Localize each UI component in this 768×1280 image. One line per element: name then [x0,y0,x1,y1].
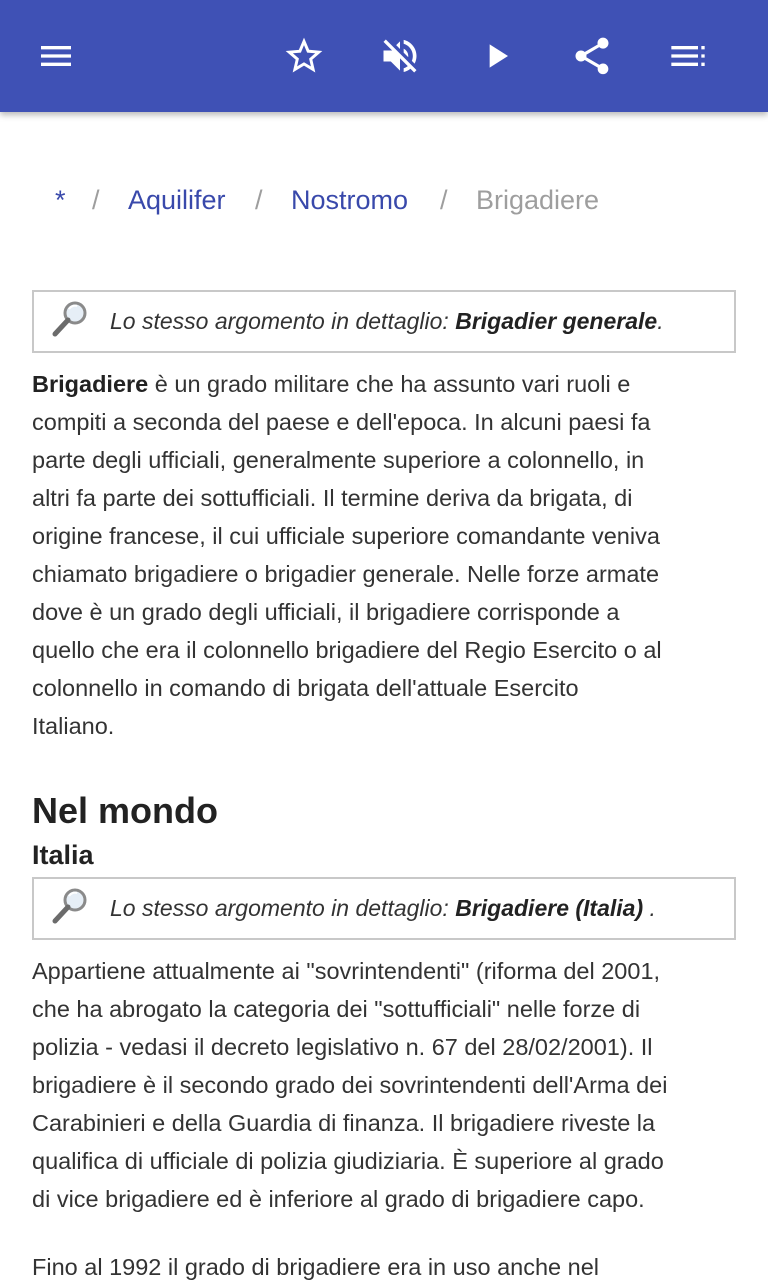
share-icon[interactable] [564,28,620,84]
breadcrumb-root-link[interactable]: * [55,185,66,215]
hatnote-prefix: Lo stesso argomento in dettaglio: [110,895,456,921]
next-paragraph [32,1248,736,1280]
paragraph-line: Brigadiere è un grado militare che ha assunto vari ruoli e [32,371,631,397]
paragraph-line: Italiano. [32,713,115,739]
hatnote-link[interactable]: Brigadiere (Italia) [455,895,644,921]
breadcrumb-item-aquilifer[interactable]: Aquilifer [128,185,226,215]
app-bar [0,0,768,112]
paragraph-line: Fino al 1992 il grado di brigadiere era in uso anche nel [32,1254,599,1280]
subsection-heading: Italia [32,840,94,870]
breadcrumb-current: Brigadiere [476,185,600,215]
breadcrumb-separator: / [92,185,100,215]
play-icon[interactable] [470,28,526,84]
hatnote-link[interactable]: Brigadier generale [455,308,658,334]
hatnote-suffix: . [657,308,664,334]
intro-paragraph [32,365,736,745]
magnifier-icon [50,885,92,927]
breadcrumb-item-nostromo[interactable]: Nostromo [291,185,409,215]
magnifier-icon [50,298,92,340]
hatnote-suffix: . [643,895,656,921]
paragraph-line: chiamato brigadiere o brigadier generale. Nelle forze armate [32,561,660,587]
breadcrumb-separator: / [255,185,263,215]
paragraph-line: colonnello in comando di brigata dell'attuale Esercito [32,675,579,701]
breadcrumb [0,178,768,222]
paragraph-line: che ha abrogato la categoria dei "sottufficiali" nelle forze di [32,996,641,1022]
article-content [32,290,736,1280]
breadcrumb-separator: / [440,185,448,215]
paragraph-line: origine francese, il cui ufficiale superiore comandante veniva [32,523,660,549]
italia-paragraph [32,952,736,1218]
paragraph-line: polizia - vedasi il decreto legislativo n. 67 del 28/02/2001). Il [32,1034,653,1060]
paragraph-line: dove è un grado degli ufficiali, il brigadiere corrisponde a [32,599,620,625]
volume-off-icon[interactable] [372,28,428,84]
menu-icon[interactable] [28,28,84,84]
paragraph-line: qualifica di ufficiale di polizia giudiziaria. È superiore al grado [32,1148,664,1174]
star-outline-icon[interactable] [276,28,332,84]
paragraph-line: brigadiere è il secondo grado dei sovrintendenti dell'Arma dei [32,1072,668,1098]
section-heading: Nel mondo [32,790,218,831]
paragraph-line: parte degli ufficiali, generalmente superiore a colonnello, in [32,447,645,473]
paragraph-line: compiti a seconda del paese e dell'epoca. In alcuni paesi fa [32,409,651,435]
hatnote-prefix: Lo stesso argomento in dettaglio: [110,308,456,334]
paragraph-line: quello che era il colonnello brigadiere del Regio Esercito o al [32,637,662,663]
paragraph-line: di vice brigadiere ed è inferiore al grado di brigadiere capo. [32,1186,645,1212]
hatnote [32,877,736,940]
playlist-icon[interactable] [660,28,716,84]
hatnote [32,290,736,353]
article-subject: Brigadiere [32,371,149,397]
paragraph-line: Carabinieri e della Guardia di finanza. Il brigadiere riveste la [32,1110,656,1136]
paragraph-line: Appartiene attualmente ai "sovrintendenti" (riforma del 2001, [32,958,661,984]
paragraph-line: altri fa parte dei sottufficiali. Il termine deriva da brigata, di [32,485,633,511]
